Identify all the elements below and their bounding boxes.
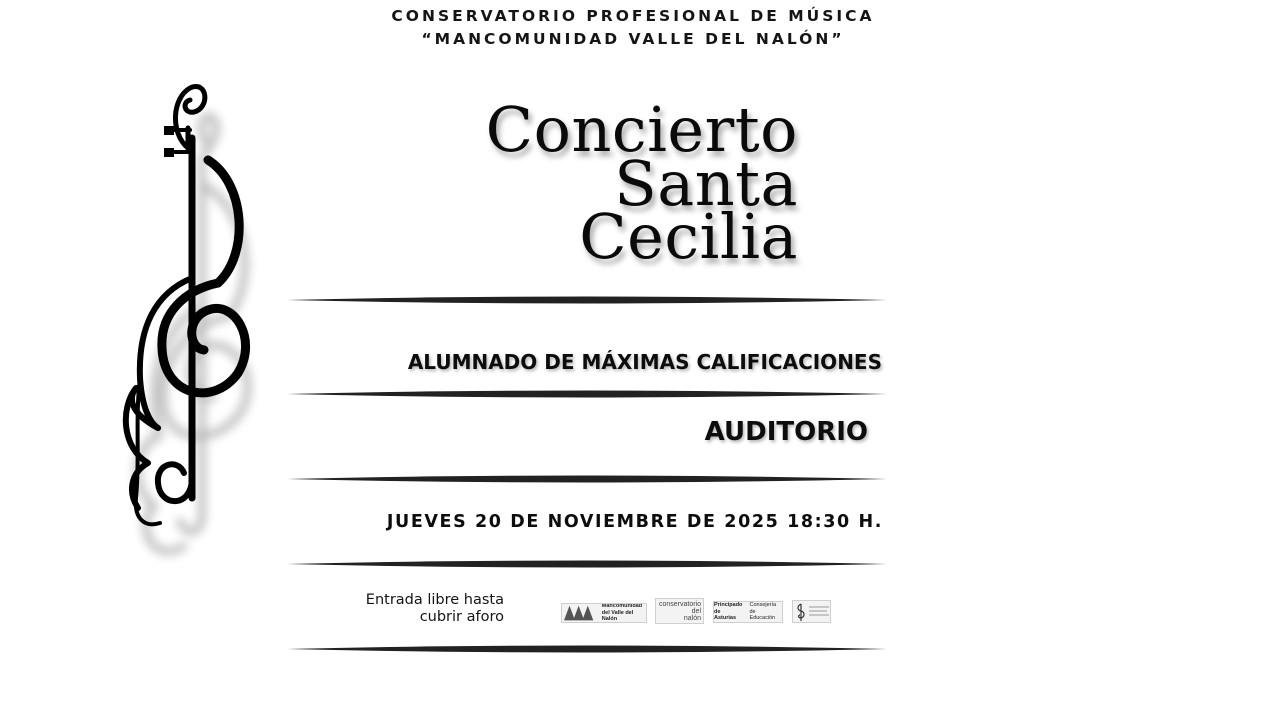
divider-4 — [287, 559, 887, 569]
music-school-logo — [792, 600, 831, 623]
conservatorio-logo-line-1: conservatorio — [658, 600, 701, 608]
violin-treble-clef-icon — [100, 78, 280, 588]
venue-heading: AUDITORIO — [704, 417, 868, 447]
header-line-2: “MANCOMUNIDAD VALLE DEL NALÓN” — [421, 30, 845, 48]
concert-title-line-1: Concierto — [485, 93, 798, 166]
asturias-logo-line-1: Principado de — [714, 602, 743, 615]
conservatorio-logo-line-2: del — [691, 607, 701, 615]
asturias-logo-line-2: Asturias — [714, 615, 737, 622]
divider-5 — [287, 644, 887, 654]
free-entry-note — [366, 592, 504, 626]
mancomunidad-logo-line-2: del Valle del Nalón — [601, 609, 634, 623]
treble-clef-icon — [795, 602, 807, 622]
mancomunidad-logo-line-1: Mancomunidad — [601, 603, 643, 610]
conservatorio-logo-line-3: nalón — [683, 614, 701, 622]
concert-title-line-2: Santa — [614, 147, 798, 220]
asturias-education-logo — [713, 601, 783, 623]
divider-3 — [287, 474, 887, 484]
students-heading: ALUMNADO DE MÁXIMAS CALIFICACIONES — [407, 350, 882, 374]
conservatorio-logo — [655, 598, 704, 624]
asturias-logo-line-3: Consejería — [749, 602, 777, 609]
free-entry-line-1: Entrada libre hasta — [365, 592, 504, 608]
divider-1 — [287, 295, 887, 305]
asturias-logo-line-4: de Educación — [749, 608, 776, 622]
mancomunidad-logo — [561, 603, 647, 623]
free-entry-line-2: cubrir aforo — [419, 609, 504, 625]
date-time: JUEVES 20 DE NOVIEMBRE DE 2025 18:30 H. — [386, 512, 883, 532]
divider-2 — [287, 389, 887, 399]
header-line-1: CONSERVATORIO PROFESIONAL DE MÚSICA — [391, 7, 875, 25]
mancomunidad-mark-icon — [564, 605, 599, 621]
concert-title-line-3: Cecilia — [579, 200, 798, 273]
logo-text-lines-icon — [809, 605, 829, 619]
